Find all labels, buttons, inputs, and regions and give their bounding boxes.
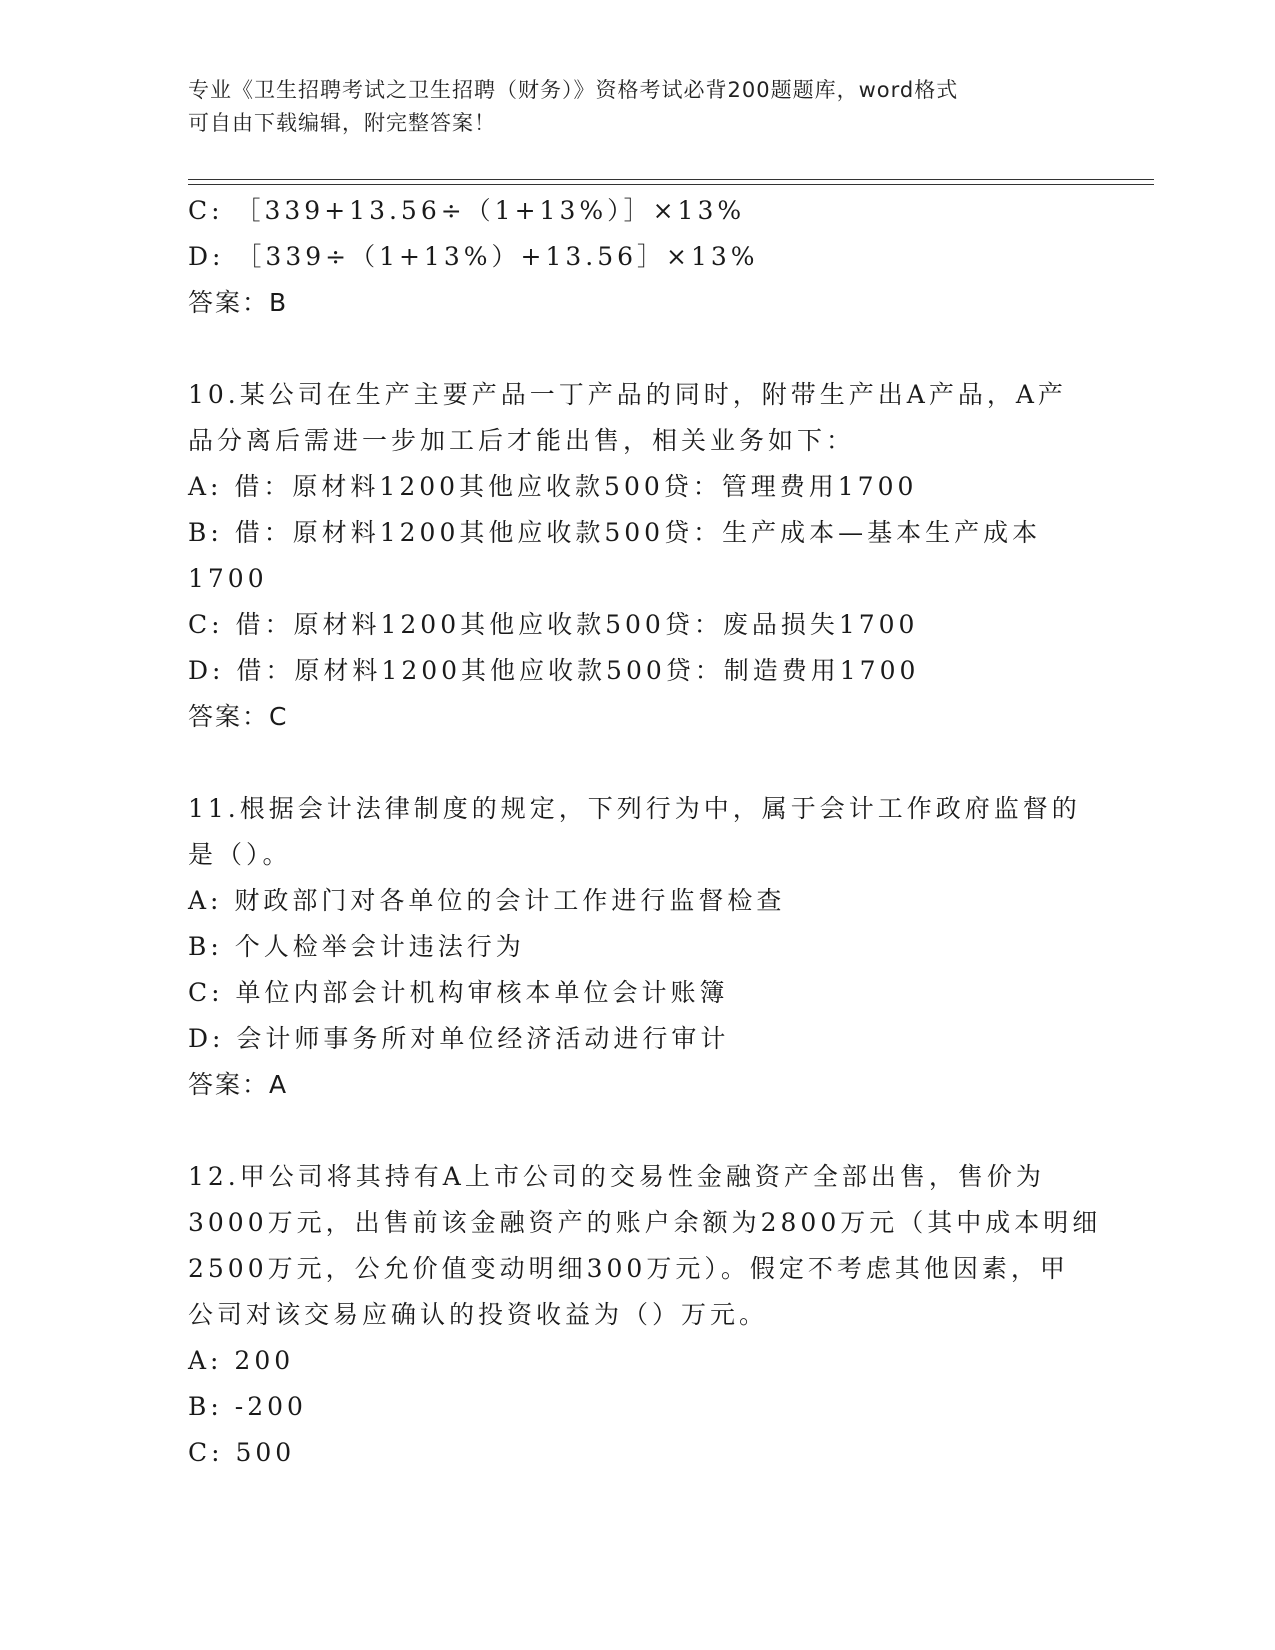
- question-10-option-a: A: 借：原材料1200其他应收款500贷：管理费用1700: [188, 472, 918, 501]
- question-9-remainder: [188, 188, 1088, 326]
- question-9-option-d: D: ［339÷（1+13%）+13.56］×13%: [188, 242, 759, 271]
- question-12-option-a: A: 200: [188, 1346, 295, 1375]
- header-divider: [188, 179, 1154, 185]
- question-12-option-c: C: 500: [188, 1438, 296, 1467]
- question-11-option-b: B: 个人检举会计违法行为: [188, 932, 525, 961]
- question-10-option-b-line-1: B: 借：原材料1200其他应收款500贷：生产成本—基本生产成本: [188, 518, 1042, 547]
- question-11-stem-line-2: 是（）。: [188, 840, 292, 869]
- question-11-answer: 答案：A: [188, 1070, 289, 1099]
- question-10-stem-line-1: 10.某公司在生产主要产品一丁产品的同时，附带生产出A产品，A产: [188, 380, 1067, 409]
- question-11-option-d: D: 会计师事务所对单位经济活动进行审计: [188, 1024, 730, 1053]
- question-10-option-d: D: 借：原材料1200其他应收款500贷：制造费用1700: [188, 656, 920, 685]
- question-12-stem-line-2: 3000万元，出售前该金融资产的账户余额为2800万元（其中成本明细: [188, 1208, 1102, 1237]
- question-10-option-b-line-2: 1700: [188, 564, 268, 593]
- question-10-stem-line-2: 品分离后需进一步加工后才能出售，相关业务如下：: [188, 426, 856, 455]
- header-title-line-1: 专业《卫生招聘考试之卫生招聘（财务）》资格考试必背200题题库，word格式: [188, 78, 959, 102]
- document-header: [188, 74, 1088, 140]
- question-10-answer: 答案：C: [188, 702, 289, 731]
- question-12-option-b: B: -200: [188, 1392, 307, 1421]
- question-11-stem-line-1: 11.根据会计法律制度的规定，下列行为中，属于会计工作政府监督的: [188, 794, 1081, 823]
- question-9-answer: 答案：B: [188, 288, 289, 317]
- header-title-line-2: 可自由下载编辑，附完整答案！: [188, 111, 496, 135]
- question-12: [188, 1154, 1102, 1476]
- question-spacer: [188, 740, 1088, 786]
- question-spacer: [188, 326, 1088, 372]
- question-9-option-c: C: ［339+13.56÷（1+13%）］×13%: [188, 196, 746, 225]
- question-11: [188, 786, 1088, 1108]
- question-12-stem-line-4: 公司对该交易应确认的投资收益为（）万元。: [188, 1300, 769, 1329]
- question-10: [188, 372, 1088, 740]
- question-spacer: [188, 1108, 1088, 1154]
- question-11-option-a: A: 财政部门对各单位的会计工作进行监督检查: [188, 886, 786, 915]
- document-body: [188, 188, 1102, 1476]
- question-12-stem-line-3: 2500万元，公允价值变动明细300万元）。假定不考虑其他因素，甲: [188, 1254, 1069, 1283]
- question-12-stem-line-1: 12.甲公司将其持有A上市公司的交易性金融资产全部出售，售价为: [188, 1162, 1045, 1191]
- question-10-option-c: C: 借：原材料1200其他应收款500贷：废品损失1700: [188, 610, 919, 639]
- question-11-option-c: C: 单位内部会计机构审核本单位会计账簿: [188, 978, 729, 1007]
